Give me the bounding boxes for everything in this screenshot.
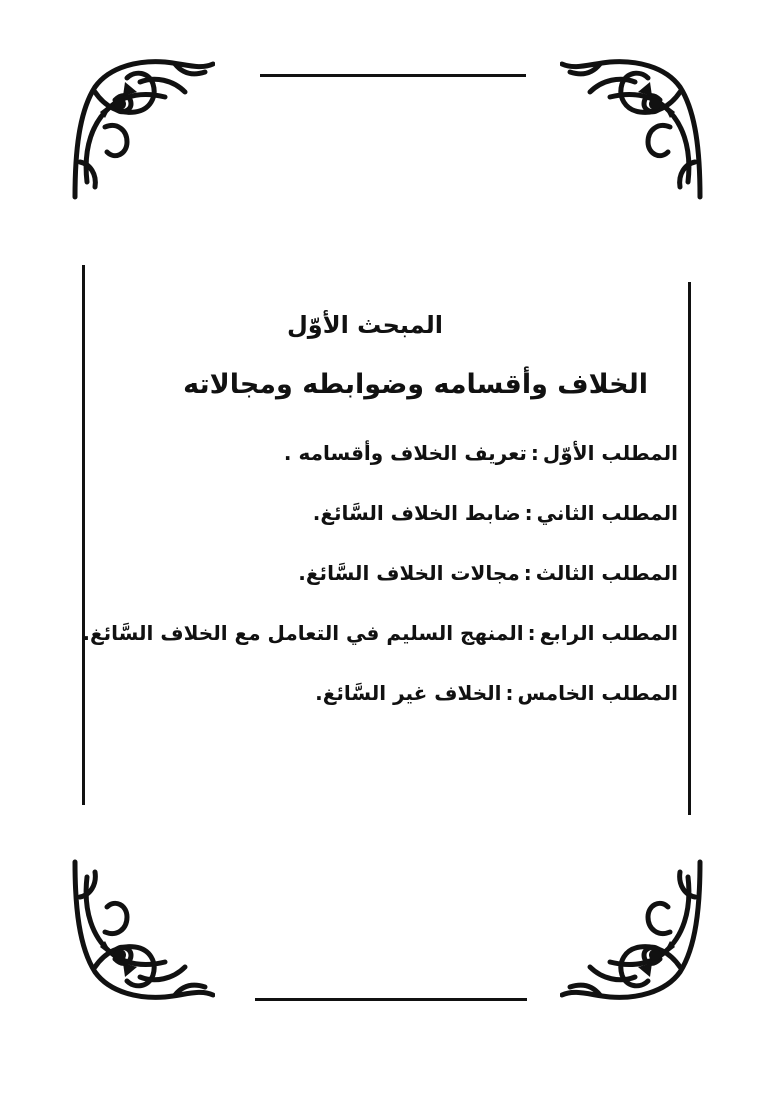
chapter-contents (82, 295, 678, 737)
section-item-1 (100, 437, 678, 470)
section-text: مجالات الخلاف السَّائغ. (298, 561, 520, 585)
corner-ornament-top-right (560, 52, 710, 202)
section-separator: : (524, 501, 533, 525)
arabesque-corner-icon (560, 52, 710, 202)
section-text: الخلاف غير السَّائغ. (315, 681, 502, 705)
section-label: المطلب الخامس (517, 681, 678, 705)
chapter-title: المبحث الأوّل (286, 311, 443, 339)
section-separator: : (527, 621, 536, 645)
corner-ornament-bottom-left (65, 857, 215, 1007)
arabesque-corner-icon (560, 857, 710, 1007)
left-border-line (82, 265, 85, 805)
section-label: المطلب الثاني (536, 501, 678, 525)
section-separator: : (530, 441, 539, 465)
section-item-4 (82, 617, 678, 650)
corner-ornament-top-left (65, 52, 215, 202)
section-separator: : (505, 681, 514, 705)
section-text: ضابط الخلاف السَّائغ. (312, 501, 521, 525)
section-text: المنهج السليم في التعامل مع الخلاف السَّائغ. (82, 621, 524, 645)
section-label: المطلب الأوّل (542, 441, 678, 465)
chapter-subtitle: الخلاف وأقسامه وضوابطه ومجالاته (183, 369, 648, 400)
section-item-2 (100, 497, 678, 530)
section-text: تعريف الخلاف وأقسامه . (283, 441, 527, 465)
arabesque-corner-icon (65, 52, 215, 202)
corner-ornament-bottom-right (560, 857, 710, 1007)
section-label: المطلب الرابع (539, 621, 678, 645)
section-label: المطلب الثالث (535, 561, 678, 585)
bottom-divider (255, 998, 527, 1001)
section-separator: : (523, 561, 532, 585)
arabesque-corner-icon (65, 857, 215, 1007)
section-item-5 (100, 677, 678, 710)
right-border-line (688, 282, 691, 815)
top-divider (260, 74, 526, 77)
section-item-3 (100, 557, 678, 590)
section-list (82, 437, 678, 710)
